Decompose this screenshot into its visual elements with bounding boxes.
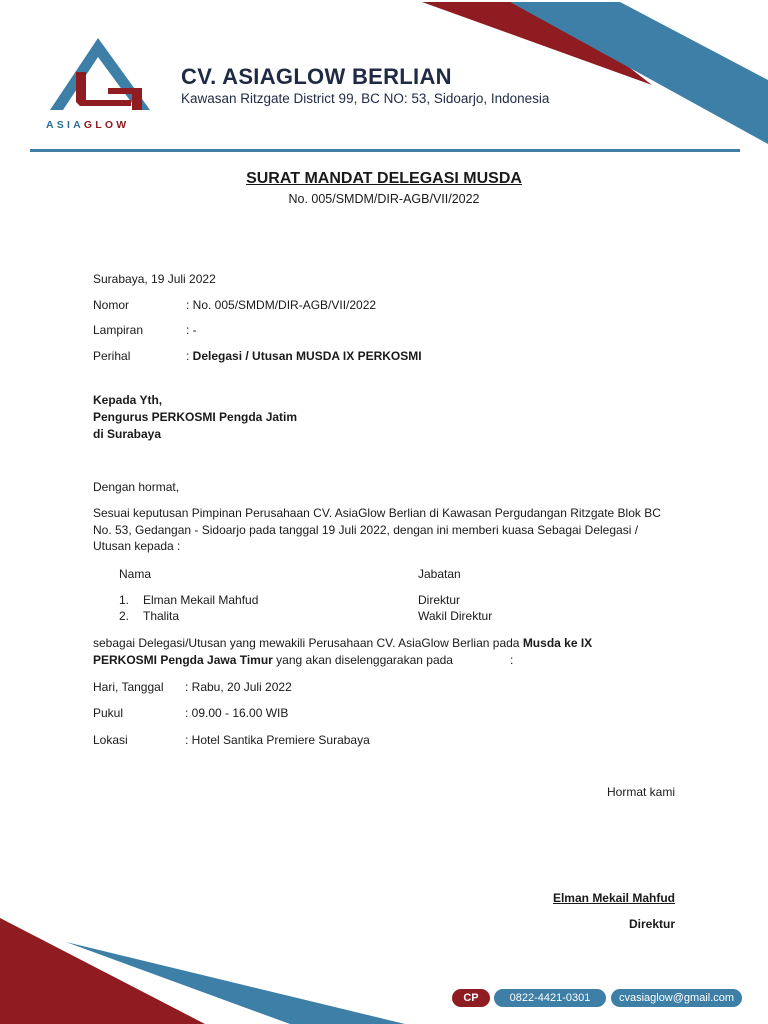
contact-phone[interactable]: 0822-4421-0301 [494,989,606,1007]
logo-wordmark [46,119,129,131]
recipient-line-2: Pengurus PERKOSMI Pengda Jatim [93,410,298,424]
event-value-location: : Hotel Santika Premiere Surabaya [185,733,370,747]
closing-text-1: sebagai Delegasi/Utusan yang mewakili Perusahaan CV. AsiaGlow Berlian pada [93,636,523,650]
meta-label-lampiran: Lampiran [93,323,144,337]
place-date: Surabaya, 19 Juli 2022 [93,272,216,286]
event-value-time: : 09.00 - 16.00 WIB [185,706,289,720]
recipient-line-1: Kepada Yth, [93,393,163,407]
company-logo [46,36,156,118]
delegate-1-position: Direktur [418,593,461,607]
signoff: Hormat kami [606,785,675,799]
meta-label-perihal: Perihal [93,349,131,363]
contact-email[interactable]: cvasiaglow@gmail.com [611,989,742,1007]
logo-text-glow: GLOW [83,119,130,131]
delegate-2-name: Thalita [143,609,180,623]
closing-text-2: yang akan diselenggarakan pada [272,653,453,667]
document-title: SURAT MANDAT DELEGASI MUSDA [246,170,522,187]
delegate-2-position: Wakil Direktur [418,609,493,623]
closing-line-1 [93,636,592,650]
signatory-title: Direktur [628,917,675,931]
meta-value-lampiran: : - [186,323,197,337]
meta-label-nomor: Nomor [93,298,130,312]
greeting: Dengan hormat, [93,480,180,494]
header-divider [30,149,740,152]
opening-paragraph: Sesuai keputusan Pimpinan Perusahaan CV. AsiaGlow Berlian di Kawasan Pergudangan Ritzgate Blok BC No. 53, Gedangan - Sidoarjo pada tanggal 19 Juli 2022, dengan ini memberi kuasa Sebagai Delegasi / Utusan kepada : [93,506,661,553]
event-value-date: : Rabu, 20 Juli 2022 [185,680,292,694]
company-address: Kawasan Ritzgate District 99, BC NO: 53, Sidoarjo, Indonesia [181,91,550,106]
closing-bold-1: Musda ke IX [522,636,593,650]
event-label-location: Lokasi [93,733,128,747]
logo-text-asia: ASIA [46,119,84,131]
event-label-date: Hari, Tanggal [93,680,164,694]
event-label-time: Pukul [93,706,124,720]
perihal-subject: Delegasi / Utusan MUSDA IX PERKOSMI [192,349,422,363]
header-blue-stripe [510,2,768,144]
closing-colon: : [510,653,514,667]
document-number: No. 005/SMDM/DIR-AGB/VII/2022 [288,192,480,206]
delegate-2-number: 2. [119,609,130,623]
meta-value-perihal [186,349,422,363]
closing-line-2 [93,653,453,667]
meta-value-nomor: : No. 005/SMDM/DIR-AGB/VII/2022 [186,298,377,312]
company-name: CV. ASIAGLOW BERLIAN [181,64,452,89]
delegates-col-position: Jabatan [418,567,461,581]
contact-label-badge: CP [452,989,490,1007]
recipient-line-3: di Surabaya [93,427,162,441]
delegates-col-name: Nama [119,567,152,581]
perihal-prefix: : [186,349,193,363]
signatory-name: Elman Mekail Mahfud [552,891,675,905]
delegate-1-name: Elman Mekail Mahfud [143,593,259,607]
closing-bold-2: PERKOSMI Pengda Jawa Timur [93,653,273,667]
delegate-1-number: 1. [119,593,130,607]
